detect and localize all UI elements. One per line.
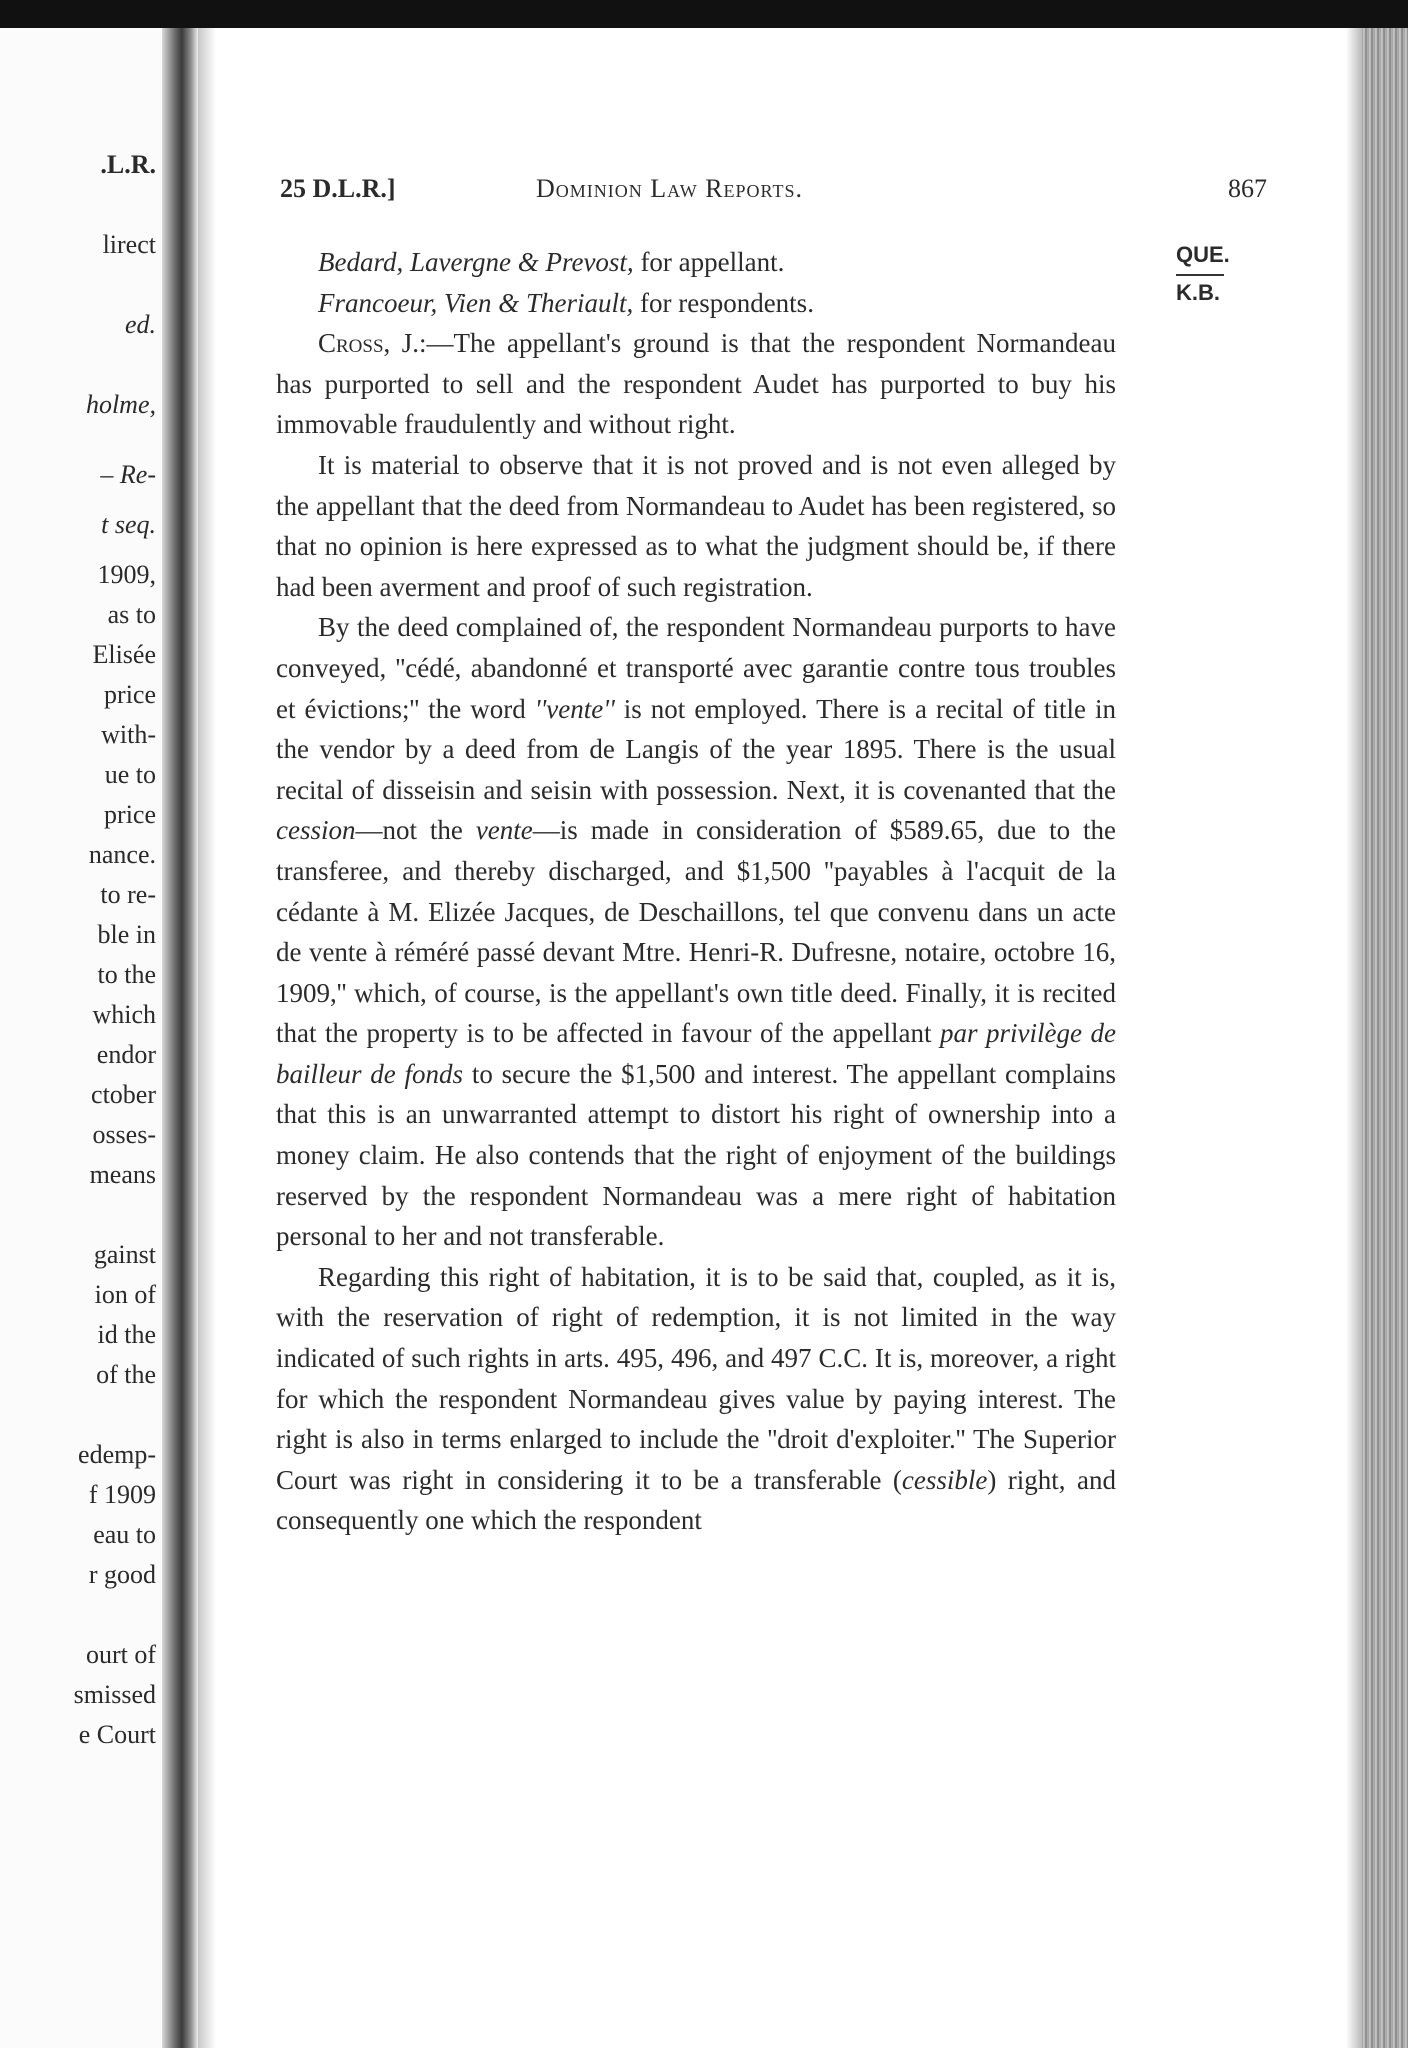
previous-page-line: ourt of [85, 1640, 156, 1669]
page-curl [1346, 28, 1362, 2048]
previous-page-line: – Re- [100, 460, 156, 489]
paragraph: Regarding this right of habitation, it is to be said that, coupled, as it is, with the reservation of right of redemption, it is not limited in the way indicated of such rights in arts. 495, 496, and 497 C.C. It is, moreover, a right for which the respondent Normandeau gives value by paying interest. The right is also in terms enlarged to include the ''droit d'exploiter.'' The Superior Court was right in considering it to be a transferable (cessible) right, and consequently one which the respondent [276, 1261, 1116, 1536]
previous-page-line: e Court [78, 1720, 156, 1749]
previous-page-line: gainst [93, 1240, 156, 1269]
running-header [276, 174, 1276, 214]
previous-page-line: r good [88, 1560, 156, 1589]
previous-page-line: to the [97, 960, 156, 989]
previous-page-line: .L.R. [100, 150, 156, 179]
previous-page-line: means [89, 1160, 156, 1189]
volume-reference: 25 D.L.R.] [280, 174, 396, 203]
previous-page-line: smissed [73, 1680, 156, 1709]
paragraph: By the deed complained of, the respondent Normandeau purports to have conveyed, ''cédé, abandonné et transporté avec garantie contre tous troubles et évictions;'' the word ''vente'' is not employed. There is a recital of title in the vendor by a deed from de Langis of the year 1895. There is the usual recital of disseisin and seisin with possession. Next, it is covenanted that the cession—not the vente—is made in consideration of $589.65, due to the transferee, and thereby discharged, and $1,500 ''payables à l'acquit de la cédante à M. Elizée Jacques, de Deschaillons, tel que convenu dans un acte de vente à réméré passé devant Mtre. Henri-R. Dufresne, notaire, octobre 16, 1909,'' which, of course, is the appellant's own title deed. Finally, it is recited that the property is to be affected in favour of the appellant par privilège de bailleur de fonds to secure the $1,500 and interest. The appellant complains that this is an unwarranted attempt to distort his right of ownership into a money claim. He also contends that the right of enjoyment of the buildings reserved by the respondent Normandeau was a mere right of habitation personal to her and not transferable. [276, 612, 1116, 1252]
previous-page-line: which [92, 1000, 156, 1029]
jurisdiction-label: QUE. [1176, 242, 1224, 276]
margin-note [1176, 242, 1266, 306]
previous-page-line: osses- [92, 1120, 156, 1149]
appellant-firm: Bedard, Lavergne & Prevost, [318, 247, 634, 277]
judge-name: Cross, J. [318, 328, 420, 359]
previous-page-line: nance. [88, 840, 156, 869]
book-fore-edge [1362, 28, 1408, 2048]
previous-page-line: price [104, 680, 156, 709]
judgment-text [276, 242, 1116, 1541]
counsel-respondent: Francoeur, Vien & Theriault, for respondents. [318, 287, 814, 318]
counsel-appellant: Bedard, Lavergne & Prevost, for appellant. [318, 247, 785, 277]
previous-page-line: price [104, 800, 156, 829]
previous-page-edge [0, 28, 162, 2048]
court-label: K.B. [1176, 280, 1220, 305]
scan-top-border [0, 0, 1408, 28]
previous-page-line: holme, [85, 390, 156, 419]
previous-page-line: 1909, [97, 560, 156, 589]
paragraph: It is material to observe that it is not proved and is not even alleged by the appellant that the deed from Normandeau to Audet has been registered, so that no opinion is here expressed as to what the judgment should be, if there had been averment and proof of such registration. [276, 449, 1116, 602]
respondent-firm: Francoeur, Vien & Theriault, [318, 287, 634, 318]
previous-page-line: id the [97, 1320, 156, 1349]
previous-page-line: ed. [124, 310, 156, 339]
publication-title: Dominion Law Reports. [536, 174, 803, 203]
previous-page-line: endor [96, 1040, 156, 1069]
page-shadow [198, 28, 216, 2048]
previous-page-line: with- [101, 720, 156, 749]
previous-page-line: Elisée [92, 640, 156, 669]
previous-page-line: ctober [91, 1080, 156, 1109]
paragraph: Cross, J.:—The appellant's ground is that the respondent Normandeau has purported to sell and the respondent Audet has purported to buy his immovable fraudulently and without right. [276, 328, 1116, 440]
previous-page-line: t seq. [101, 510, 156, 539]
page-number: 867 [1228, 174, 1267, 203]
previous-page-line: ion of [94, 1280, 156, 1309]
previous-page-line: edemp- [78, 1440, 156, 1469]
previous-page-line: of the [96, 1360, 156, 1389]
previous-page-line: ble in [97, 920, 156, 949]
previous-page-line: to re- [100, 880, 156, 909]
book-gutter [162, 28, 198, 2048]
previous-page-line: f 1909 [88, 1480, 156, 1509]
previous-page-line: ue to [104, 760, 156, 789]
previous-page-line: lirect [102, 230, 156, 259]
previous-page-line: as to [107, 600, 156, 629]
previous-page-line: eau to [93, 1520, 156, 1549]
